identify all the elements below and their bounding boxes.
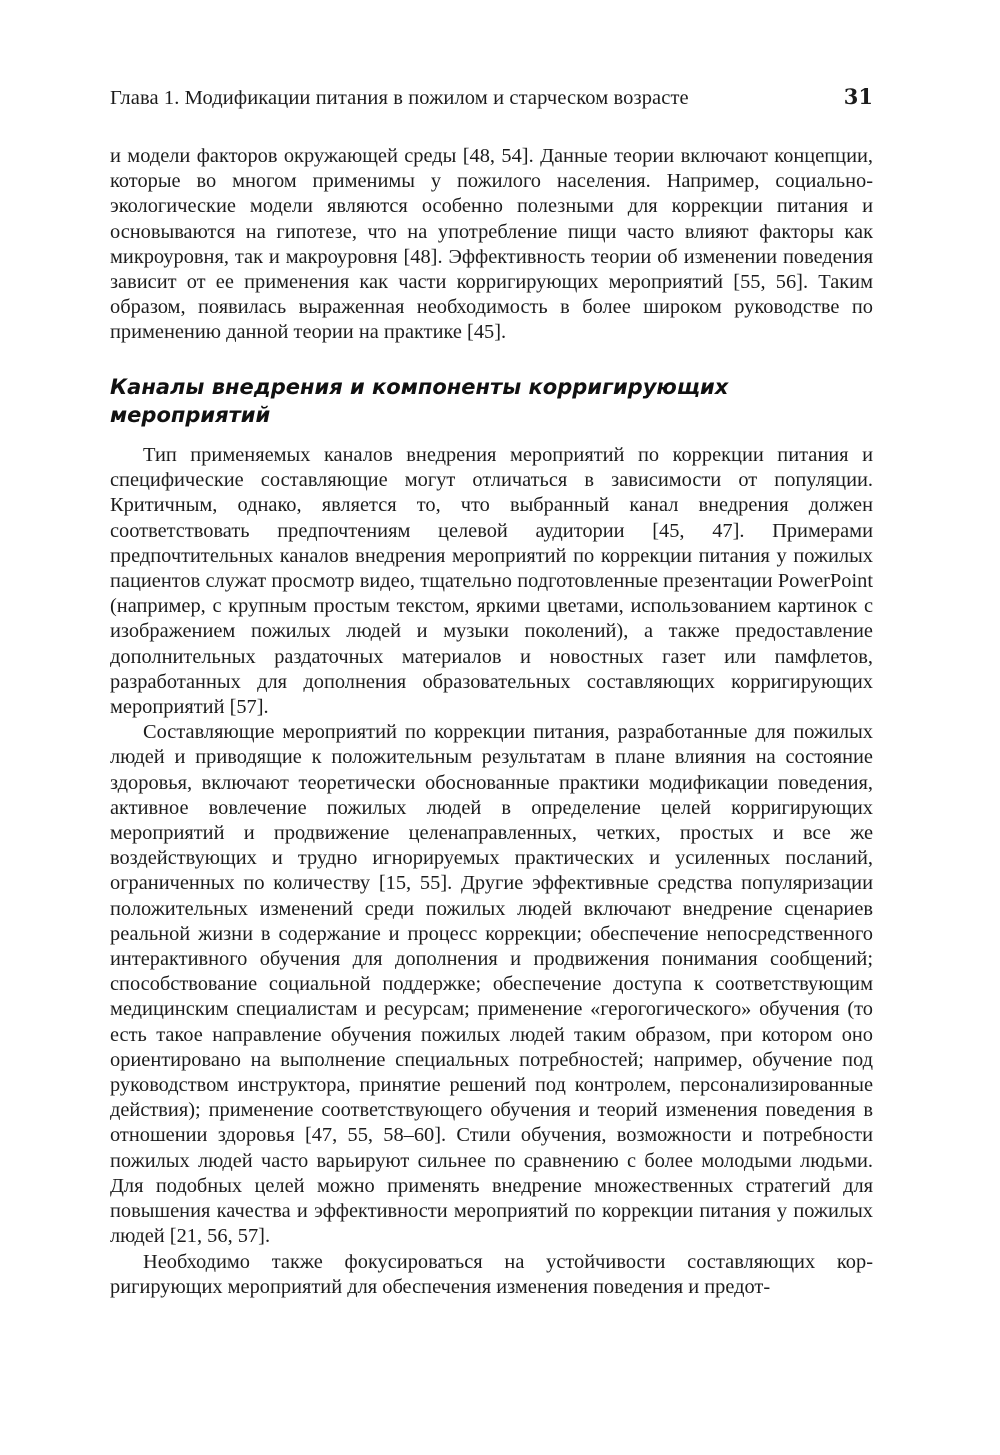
paragraph: Составляющие мероприятий по коррекции питания, разработанные для пожилых людей и приводящие к положительным результатам в плане влияния на состояние здоровья, включают теоретически обоснованные практики модификации поведения, активное вовлечение пожилых людей в определение целей корригирующих мероприятий и продвижение целенаправленных, четких, простых и все же воздействующих и трудно игнорируемых практических и усиленных посланий, ограниченных по количеству [15, 55]. Другие эффективные средства популяризации положительных изменений среди пожилых людей включают внедрение сценариев реальной жизни в содержание и процесс коррекции; обеспечение непосредственного интерактивного обучения для дополнения и продвижения понимания сообщений; способствование социальной поддержке; обеспечение доступа к соответствующим медицинским специалистам и ресурсам; применение «герогогического» обучения (то есть такое направление обучения пожилых людей таким образом, при котором оно ориентировано на выполнение специальных потребностей; например, обучение под руководством инструктора, принятие решений под контролем, персонализированные действия); применение соответствующего обучения и теорий изменения поведения в отношении здоровья [47, 55, 58–60]. Стили обучения, возможности и потребности пожилых людей часто варьируют сильнее по сравнению с более молодыми людьми. Для подобных целей можно применять внедрение множественных стратегий для повышения качества и эффективности мероприятий по коррекции питания у пожилых людей [21, 56, 57]. bbox=[110, 721, 873, 1248]
page-number: 31 bbox=[843, 84, 873, 109]
intro-text-block bbox=[110, 144, 873, 346]
section-heading: Каналы внедрения и компоненты корригирующих мероприятий bbox=[110, 375, 729, 427]
paragraph: и модели факторов окружающей среды [48, 54]. Данные теории включают концепции, которые во многом применимы у пожилого населения. Например, социально-экологические модели являются особенно полезными для коррекции питания и основываются на гипотезе, что на употребление пищи часто влияют факторы как микроуровня, так и макроуровня [48]. Эффективность теории об изменении поведения зависит от ее применения как части корригирующих мероприятий [55, 56]. Таким образом, появилась выраженная необходимость в более широком руководстве по применению данной теории на практике [45]. bbox=[110, 145, 873, 344]
paragraph: Необходимо также фокусироваться на устойчивости составляющих корригирующих мероприятий для обеспечения изменения поведения и предот- bbox=[110, 1250, 873, 1298]
section-body bbox=[110, 443, 873, 1300]
running-header bbox=[110, 84, 873, 120]
paragraph: Тип применяемых каналов внедрения мероприятий по коррекции питания и специфические составляющие могут отличаться в зависимости от популяции. Критичным, однако, является то, что выбранный канал внедрения должен соответствовать предпочтениям целевой аудитории [45, 47]. Примерами предпочтительных каналов внедрения мероприятий по коррекции питания у пожилых пациентов служат просмотр видео, тщательно подготовленные презентации PowerPoint (например, с крупным простым текстом, яркими цветами, использованием картинок с изображением пожилых людей и музыки поколений), а также предоставление дополнительных раздаточных материалов и новостных газет или памфлетов, разработанных для дополнения образовательных составляющих корригирующих мероприятий [57]. bbox=[110, 444, 873, 719]
chapter-title: Глава 1. Модификации питания в пожилом и старческом возрасте bbox=[110, 87, 689, 109]
